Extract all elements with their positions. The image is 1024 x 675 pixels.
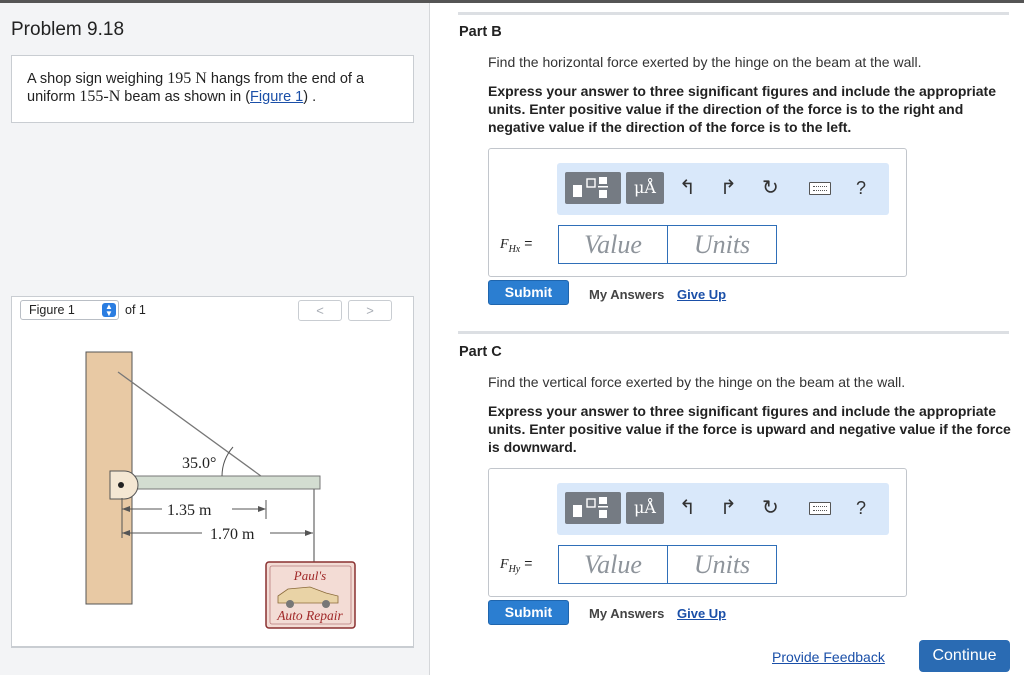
redo-icon[interactable]: ↱	[720, 497, 737, 519]
divider	[458, 331, 1009, 334]
part-c-question: Find the vertical force exerted by the hinge on the beam at the wall.	[488, 374, 906, 390]
keyboard-icon[interactable]	[809, 182, 831, 195]
chevron-right-icon: >	[366, 303, 374, 318]
figure-link[interactable]: Figure 1	[250, 89, 304, 105]
sign-text-business: Auto Repair	[277, 608, 343, 623]
part-c-units-input[interactable]: Units	[667, 545, 777, 584]
help-icon[interactable]: ?	[856, 498, 867, 518]
dim1-arrow-right	[258, 506, 266, 512]
part-b-question: Find the horizontal force exerted by the hinge on the beam at the wall.	[488, 54, 922, 70]
part-b-units-input[interactable]: Units	[667, 225, 777, 264]
help-icon[interactable]: ?	[856, 178, 867, 198]
part-c-instructions: Express your answer to three significant figures and include the appropriate units. Enter positive value if the force is upward and negative value if the force is downward.	[488, 403, 1011, 455]
reset-icon[interactable]: ↻	[762, 177, 779, 199]
templates-icon	[565, 492, 621, 524]
math-toolbar	[557, 163, 889, 215]
part-c-title: Part C	[459, 344, 502, 360]
undo-icon[interactable]: ↰	[679, 177, 696, 199]
units-symbol-button[interactable]: μÅ	[626, 172, 664, 204]
math-toolbar	[557, 483, 889, 535]
templates-icon	[565, 172, 621, 204]
part-c-my-answers[interactable]: My Answers	[589, 606, 665, 621]
redo-icon[interactable]: ↱	[720, 177, 737, 199]
part-b-title: Part B	[459, 24, 502, 40]
divider	[458, 12, 1009, 15]
parts-panel	[431, 3, 1024, 675]
sign-text-name: Paul's	[293, 568, 327, 583]
part-c-give-up-link[interactable]: Give Up	[677, 606, 727, 621]
part-c-answer-box	[488, 468, 907, 597]
part-b-instructions: Express your answer to three significant figures and include the appropriate units. Enter positive value if the direction of the force is to the right and negative value if the direction of the force is to the left.	[488, 83, 997, 135]
part-b-value-input[interactable]: Value	[558, 225, 668, 264]
next-figure-button[interactable]	[348, 300, 392, 321]
part-b-variable-label: $F_{Hx}$ =	[500, 235, 533, 255]
figure-select[interactable]: Figure 1 ▲ ▼	[20, 300, 119, 320]
dim2-arrow-right	[305, 530, 313, 536]
problem-statement: A shop sign weighing 195 N hangs from the end of a uniform 155-N beam as shown in (Figure 1) .	[11, 55, 414, 123]
hinge-pin	[118, 482, 124, 488]
templates-button[interactable]	[565, 172, 621, 204]
problem-panel	[0, 3, 430, 675]
dim2-label: 1.70 m	[210, 526, 255, 543]
part-c-variable-label: $F_{Hy}$ =	[500, 555, 533, 575]
part-c-submit-button[interactable]: Submit	[488, 600, 569, 625]
part-b-submit-button[interactable]: Submit	[488, 280, 569, 305]
provide-feedback-link[interactable]: Provide Feedback	[772, 649, 885, 665]
part-b-answer-box	[488, 148, 907, 277]
units-symbol-button[interactable]: μÅ	[626, 492, 664, 524]
prev-figure-button[interactable]	[298, 300, 342, 321]
keyboard-icon[interactable]	[809, 502, 831, 515]
reset-icon[interactable]: ↻	[762, 497, 779, 519]
dim1-label: 1.35 m	[167, 502, 212, 519]
figure-count: of 1	[125, 303, 146, 317]
angle-label: 35.0°	[182, 455, 217, 472]
templates-button[interactable]	[565, 492, 621, 524]
figure-diagram	[12, 323, 415, 647]
figure-area	[11, 323, 414, 647]
part-c-value-input[interactable]: Value	[558, 545, 668, 584]
chevron-left-icon: <	[316, 303, 324, 318]
undo-icon[interactable]: ↰	[679, 497, 696, 519]
continue-button[interactable]: Continue	[919, 640, 1010, 672]
part-b-my-answers[interactable]: My Answers	[589, 287, 665, 302]
problem-title: Problem 9.18	[11, 19, 125, 40]
figure-toolbar	[11, 296, 414, 324]
beam	[117, 476, 320, 489]
select-arrows-icon: ▲ ▼	[102, 303, 116, 317]
part-b-give-up-link[interactable]: Give Up	[677, 287, 727, 302]
